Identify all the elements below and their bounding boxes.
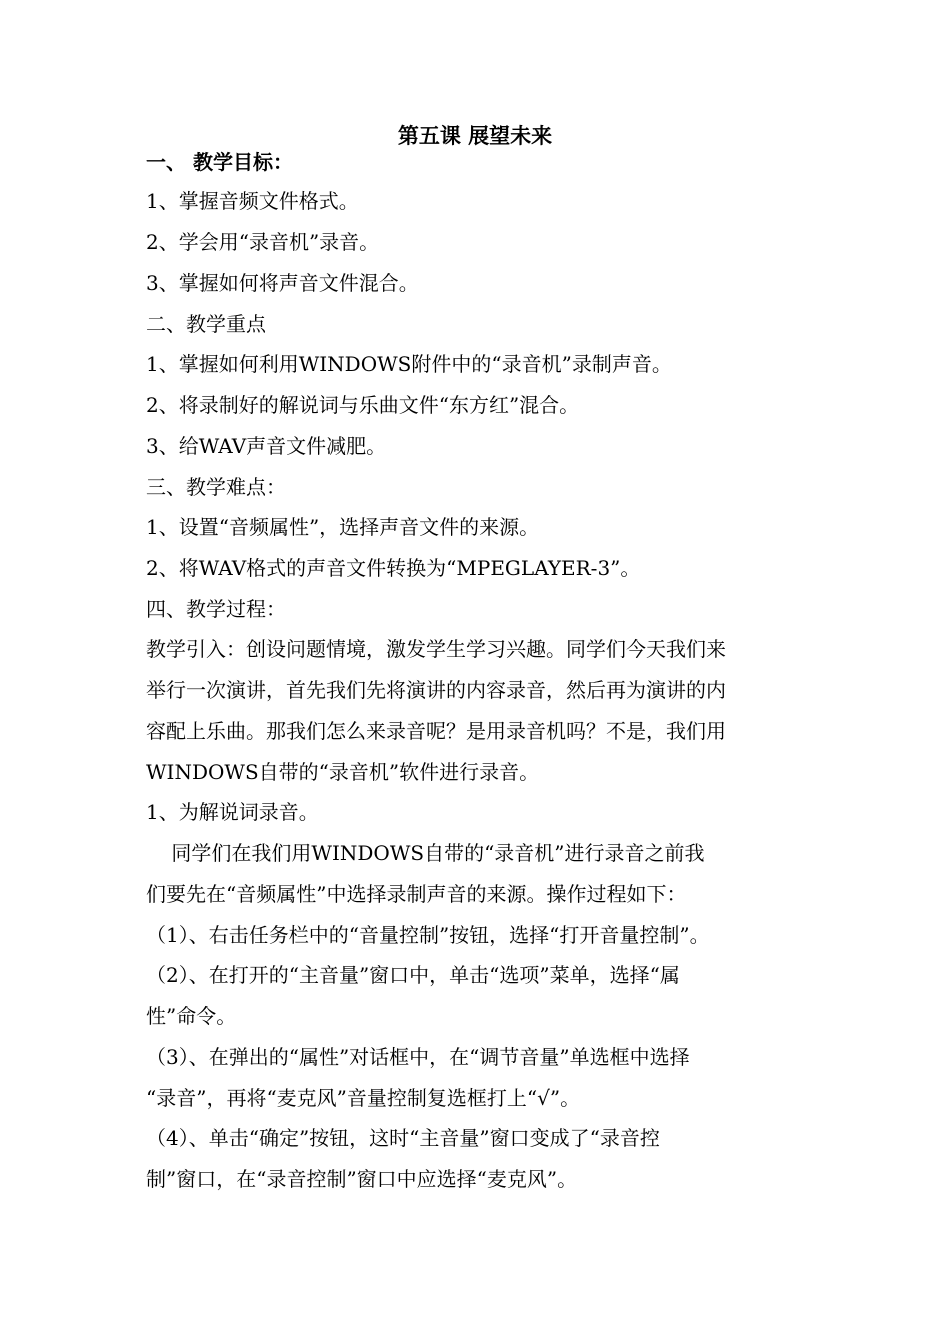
text-line: （4）、单击“确定”按钮，这时“主音量”窗口变成了“录音控 [146,1126,660,1150]
text-line: 2、将WAV格式的声音文件转换为“MPEGLAYER-3”。 [146,556,641,580]
text-line: 1、掌握音频文件格式。 [146,189,359,213]
text-line: 1、为解说词录音。 [146,800,319,824]
text-line: 性”命令。 [146,1004,237,1028]
section-heading-2: 二、教学重点 [146,312,266,336]
text-line: 同学们在我们用WINDOWS自带的“录音机”进行录音之前我 [146,841,705,865]
text-line: 举行一次演讲，首先我们先将演讲的内容录音，然后再为演讲的内 [146,678,726,702]
text-line: 教学引入：创设问题情境，激发学生学习兴趣。同学们今天我们来 [146,637,726,661]
text-line: 3、掌握如何将声音文件混合。 [146,271,419,295]
text-line: WINDOWS自带的“录音机”软件进行录音。 [146,760,540,784]
text-line: 们要先在“音频属性”中选择录制声音的来源。操作过程如下： [146,882,687,906]
text-line: （3）、在弹出的“属性”对话框中，在“调节音量”单选框中选择 [146,1045,690,1069]
document-title: 第五课 展望未来 [397,123,553,148]
section-heading-1: 一、 教学目标： [146,150,293,174]
text-line: 2、将录制好的解说词与乐曲文件“东方红”混合。 [146,393,580,417]
text-line: 2、学会用“录音机”录音。 [146,230,380,254]
text-line: （2）、在打开的“主音量”窗口中，单击“选项”菜单，选择“属 [146,963,680,987]
text-line: 容配上乐曲。那我们怎么来录音呢？是用录音机吗？不是，我们用 [146,719,726,743]
text-line: 1、掌握如何利用WINDOWS附件中的“录音机”录制声音。 [146,352,672,376]
text-line: “录音”，再将“麦克风”音量控制复选框打上“√”。 [146,1086,581,1110]
text-line: 制”窗口，在“录音控制”窗口中应选择“麦克风”。 [146,1167,578,1191]
section-heading-3: 三、教学难点： [146,475,286,499]
text-line: 1、设置“音频属性”，选择声音文件的来源。 [146,515,540,539]
text-line: （1）、右击任务栏中的“音量控制”按钮，选择“打开音量控制”。 [146,923,710,947]
section-heading-4: 四、教学过程： [146,597,286,621]
text-line: 3、给WAV声音文件减肥。 [146,434,387,458]
